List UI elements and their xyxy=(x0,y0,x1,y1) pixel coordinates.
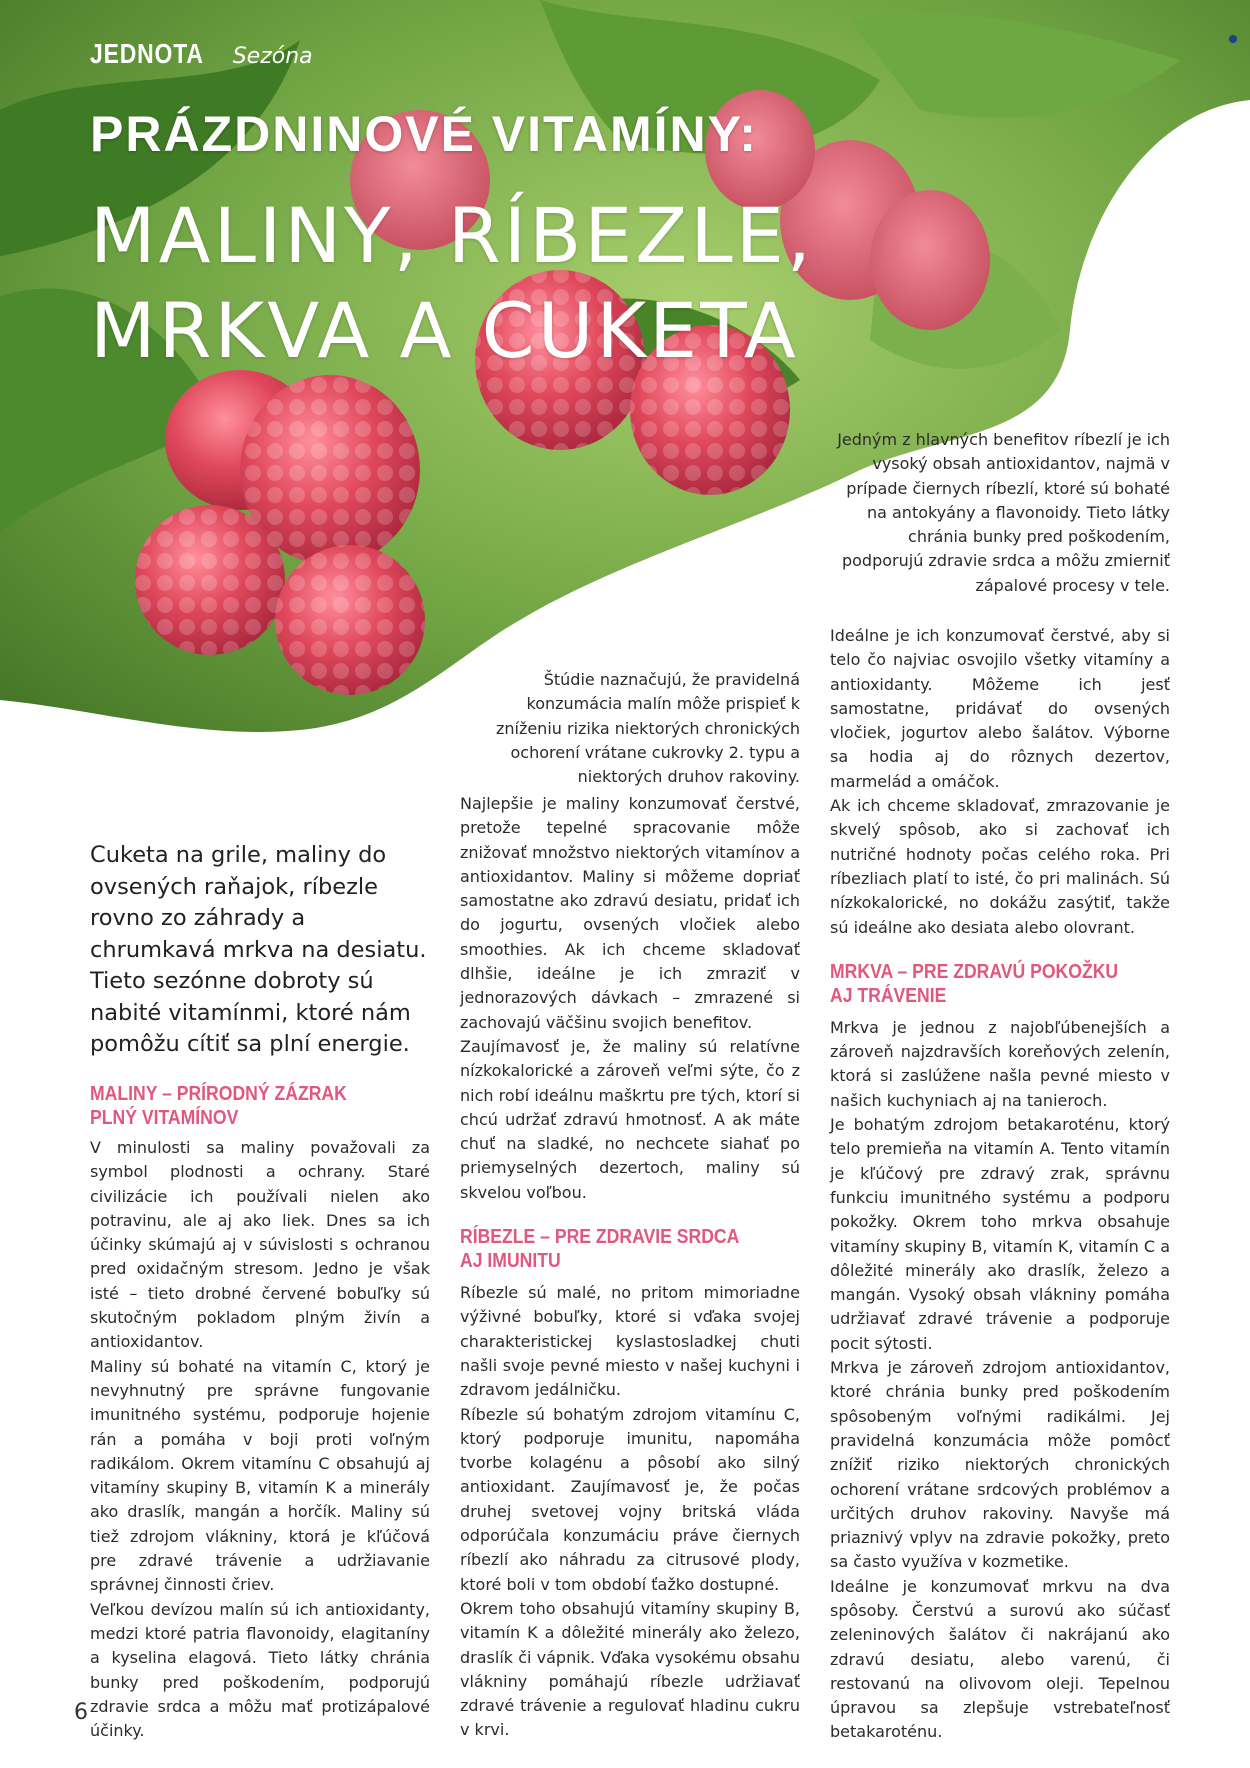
heading-line-1: RÍBEZLE – PRE ZDRAVIE SRDCA xyxy=(460,1226,740,1249)
headline-line-1: MALINY, RÍBEZLE, xyxy=(90,191,814,280)
corner-mark xyxy=(1229,35,1237,43)
paragraph: Štúdie naznačujú, že pravidelná konzumácia malín môže prispieť k zníženiu rizika niektorých chronických ochorení vrátane cukrovky 2. typu a niektorých druhov rakoviny. xyxy=(495,670,800,787)
paragraph: Mrkva je jednou z najobľúbenejších a zároveň najzdravších koreňových zelenín, ktorá si zaslúžene našla pevné miesto v našich kuchyniach aj na tanieroch. xyxy=(830,1017,1170,1110)
paragraph: Ideálne je ich konzumovať čerstvé, aby si telo čo najviac osvojilo všetky vitamíny a antioxidanty. Môžeme ich jesť samostatne, pridávať do ovsených vločiek, jogurtov alebo šalátov. Výborne sa hodia aj do rôznych dezertov, marmelád a omáčok. xyxy=(830,626,1170,791)
paragraph: Ríbezle sú malé, no pritom mimoriadne výživné bobuľky, ktoré si vďaka svojej charakteristickej kyslastosladkej chuti našli svoje pevné miesto v našej kuchyni i zdravom jedálničku. xyxy=(460,1283,800,1400)
paragraph: Veľkou devízou malín sú ich antioxidanty, medzi ktoré patria flavonoidy, elagitaníny a kyselina elagová. Tieto látky chránia bunky pred poškodením, podporujú zdravie srdca a môžu mať protizápalové účinky. xyxy=(90,1599,430,1741)
column-2 xyxy=(460,792,800,1743)
paragraph: Ideálne je konzumovať mrkvu na dva spôsoby. Čerstvú a surovú ako súčasť zeleninových šalátov či nakrájanú ako zdravú desiatu, alebo varenú, či restovanú na olivovom oleji. Tepelnou úpravou sa zlepšuje vstrebateľnosť betakaroténu. xyxy=(830,1576,1170,1742)
section-heading-mrkva xyxy=(830,960,1170,1008)
article-headline xyxy=(90,188,990,378)
section-heading-maliny xyxy=(90,1082,430,1130)
column-3-intro xyxy=(830,428,1170,598)
heading-line-2: PLNÝ VITAMÍNOV xyxy=(90,1107,239,1129)
paragraph: Ak ich chceme skladovať, zmrazovanie je skvelý spôsob, ako si zachovať ich nutričné hodnoty počas celého roka. Pri ríbezliach platí to isté, čo pri malinách. Sú nízkokalorické, no dokážu zasýtiť, takže sú ideálne ako desiata alebo olovrant. xyxy=(830,796,1170,937)
brand-logo: JEDNOTA xyxy=(90,38,204,69)
section-heading-ribezle xyxy=(460,1225,800,1273)
paragraph: Okrem toho obsahujú vitamíny skupiny B, vitamín K a dôležité minerály ako železo, draslík či vápnik. Vďaka vysokému obsahu vlákniny pomáhajú ríbezle udržiavať zdravé trávenie a regulovať hladinu cukru v krvi. xyxy=(460,1598,800,1740)
heading-line-2: AJ TRÁVENIE xyxy=(830,984,947,1007)
paragraph: Najlepšie je maliny konzumovať čerstvé, pretože tepelné spracovanie môže znižovať množstvo niektorých vitamínov a antioxidantov. Maliny si môžeme dopriať samostatne ako zdravú desiatu, pridať ich do jogurtu, ovsených vločiek alebo smoothies. Ak ich chceme skladovať dlhšie, ideálne je ich zmraziť v jednorazových dávkach – zmrazené si zachovajú väčšinu svojich benefitov. xyxy=(460,794,800,1032)
article-kicker: PRÁZDNINOVÉ VITAMÍNY: xyxy=(90,106,758,162)
paragraph: Mrkva je zároveň zdrojom antioxidantov, ktoré chránia bunky pred poškodením spôsobeným voľnými radikálmi. Jej pravidelná konzumácia môže pomôcť znížiť riziko niektorých chronických ochorení vrátane srdcových problémov a určitých druhov rakoviny. Navyše má priaznivý vplyv na zdravie pokožky, preto sa často využíva v kozmetike. xyxy=(830,1358,1170,1572)
paragraph: Jedným z hlavných benefitov ríbezlí je ich vysoký obsah antioxidantov, najmä v prípade čiernych ríbezlí, ktoré sú bohaté na antokyány a flavonoidy. Tieto látky chránia bunky pred poškodením, podporujú zdravie srdca a môžu zmierniť zápalové procesy v tele. xyxy=(837,430,1170,595)
paragraph: Ríbezle sú bohatým zdrojom vitamínu C, ktorý podporuje imunitu, napomáha tvorbe kolagénu a pôsobí ako silný antioxidant. Zaujímavosť je, že počas druhej svetovej vojny britská vláda odporúčala konzumáciu práve čiernych ríbezlí ako náhradu za citrusové plody, ktoré boli v tom období ťažko dostupné. xyxy=(460,1404,800,1594)
section-name: Sezóna xyxy=(232,44,313,69)
article-lead: Cuketa na grile, maliny do ovsených raňajok, ríbezle rovno zo záhrady a chrumkavá mrkva na desiatu. Tieto sezónne dobroty sú nabité vitamínmi, ktoré nám pomôžu cítiť sa plní energie. xyxy=(90,842,427,1057)
column-3 xyxy=(830,624,1170,1745)
column-2-intro xyxy=(460,668,800,789)
heading-line-2: AJ IMUNITU xyxy=(460,1250,561,1273)
heading-line-1: MALINY – PRÍRODNÝ ZÁZRAK xyxy=(90,1083,347,1105)
brand-header xyxy=(90,38,313,70)
paragraph: Zaujímavosť je, že maliny sú relatívne nízkokalorické a zároveň veľmi sýte, čo z nich robí ideálnu maškrtu pre tých, ktorí si chcú udržať zdravú hmotnosť. A ak máte chuť na sladké, no nechcete siahať po priemyselných dezertoch, maliny sú skvelou voľbou. xyxy=(460,1036,800,1202)
column-1 xyxy=(90,1082,430,1743)
heading-line-1: MRKVA – PRE ZDRAVÚ POKOŽKU xyxy=(830,960,1119,983)
page-number: 6 xyxy=(74,1700,88,1725)
paragraph: V minulosti sa maliny považovali za symbol plodnosti a ochrany. Staré civilizácie ich používali nielen ako potravinu, ale aj ako liek. Dnes sa ich účinky skúmajú aj v súvislosti s ochranou pred oxidačným stresom. Jedno je však isté – tieto drobné červené bobuľky sú skutočným pokladom plným živín a antioxidantov. xyxy=(90,1138,430,1352)
paragraph: Je bohatým zdrojom betakaroténu, ktorý telo premieňa na vitamín A. Tento vitamín je kľúčový pre zdravý zrak, správnu funkciu imunitného systému a podporu pokožky. Okrem toho mrkva obsahuje vitamíny skupiny B, vitamín K, vitamín C a dôležité minerály ako draslík, železo a mangán. Vysoký obsah vlákniny pomáha udržiavať zdravé trávenie a podporuje pocit sýtosti. xyxy=(830,1115,1170,1353)
paragraph: Maliny sú bohaté na vitamín C, ktorý je nevyhnutný pre správne fungovanie imunitného systému, podporuje hojenie rán a pomáha v boji proti voľným radikálom. Okrem vitamínu C obsahujú aj vitamíny skupiny B, vitamín K a minerály ako draslík, mangán a horčík. Maliny sú tiež zdrojom vlákniny, ktorá je kľúčová pre zdravé trávenie a udržiavanie správnej činnosti čriev. xyxy=(90,1356,430,1595)
headline-line-2: MRKVA A CUKETA xyxy=(90,286,799,375)
